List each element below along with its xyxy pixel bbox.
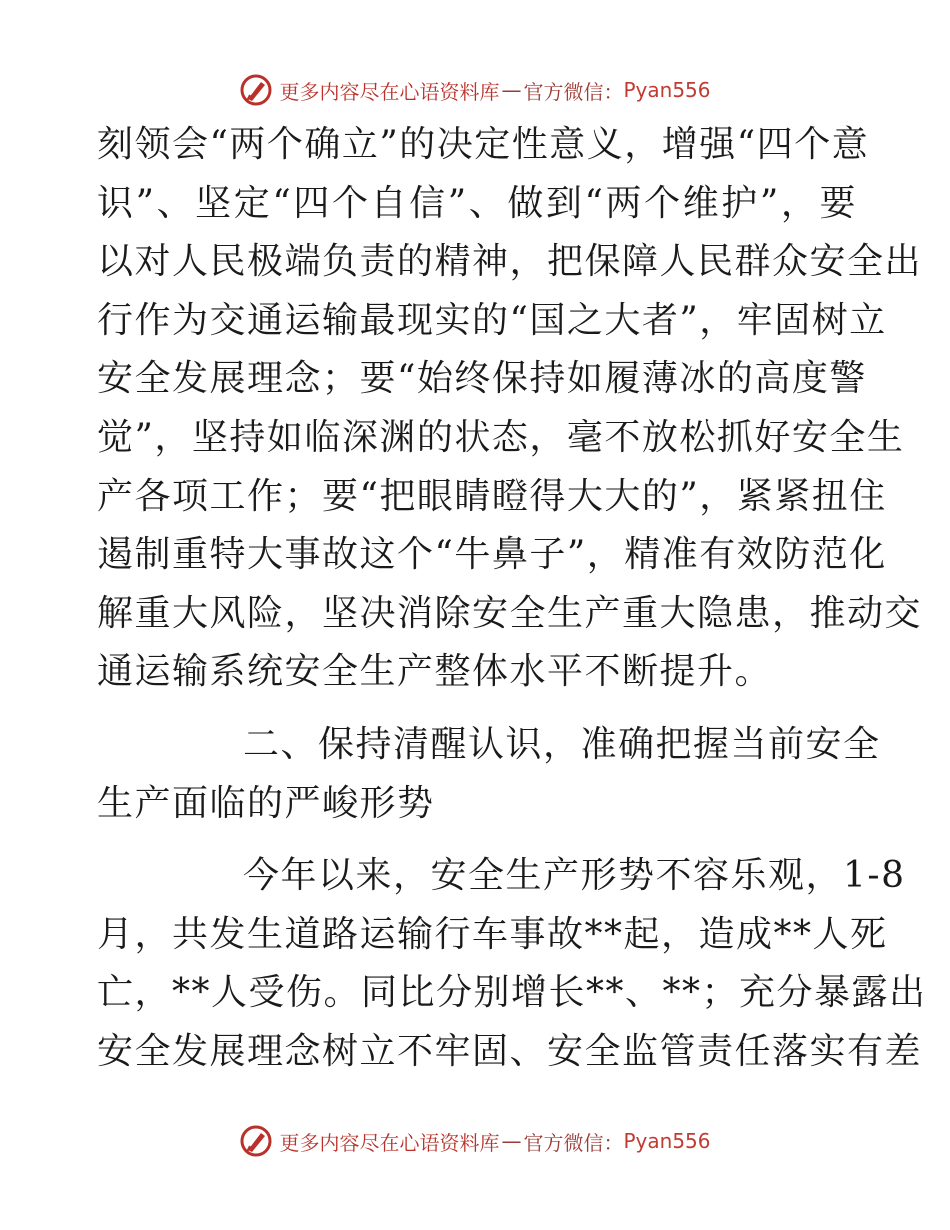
paragraph-2 [97, 847, 927, 1081]
document-body [97, 116, 927, 1082]
banner-separator: — [501, 78, 522, 102]
heading-line: 生产面临的严峻形势 [97, 782, 435, 824]
text-line: 遏制重特大事故这个“牛鼻子”，精准有效防范化 [97, 534, 887, 576]
wechat-id: Pyan556 [623, 1129, 711, 1153]
banner-tagline: 更多内容尽在心语资料库 [279, 1130, 500, 1155]
text-line: 行作为交通运输最现实的“国之大者”，牢固树立 [97, 299, 887, 341]
footer-banner [0, 1121, 950, 1161]
wechat-label: 官方微信： [523, 79, 624, 104]
text-line: 刻领会“两个确立”的决定性意义，增强“四个意 [97, 124, 870, 165]
wechat-label: 官方微信： [523, 1130, 624, 1155]
text-line: 觉”，坚持如临深渊的状态，毫不放松抓好安全生 [97, 416, 905, 458]
quill-pen-logo-icon [239, 1124, 273, 1158]
quill-pen-logo-icon [239, 73, 273, 107]
text-line: 亡，**人受伤。同比分别增长**、**；充分暴露出 [97, 972, 927, 1014]
text-line: 月，共发生道路运输行车事故**起，造成**人死 [97, 913, 888, 955]
text-line: 通运输系统安全生产整体水平不断提升。 [97, 651, 773, 693]
heading-line: 二、保持清醒认识，准确把握当前安全 [243, 723, 881, 765]
banner-tagline: 更多内容尽在心语资料库 [279, 79, 500, 104]
text-line: 安全发展理念树立不牢固、安全监管责任落实有差 [97, 1030, 923, 1072]
text-line: 解重大风险，坚决消除安全生产重大隐患，推动交 [97, 592, 923, 634]
text-line: 以对人民极端负责的精神，把保障人民群众安全出 [97, 241, 923, 283]
banner-separator: — [501, 1129, 522, 1153]
text-line: 安全发展理念；要“始终保持如履薄冰的高度警 [97, 358, 867, 400]
section-heading [97, 716, 881, 833]
header-banner [0, 70, 950, 110]
text-line: 产各项工作；要“把眼睛瞪得大大的”，紧紧扭住 [97, 475, 887, 517]
text-line: 今年以来，安全生产形势不容乐观，1-8 [243, 855, 906, 897]
wechat-id: Pyan556 [623, 78, 711, 102]
text-line: 识”、坚定“四个自信”、做到“两个维护”，要 [97, 182, 857, 224]
paragraph-1 [97, 116, 923, 702]
